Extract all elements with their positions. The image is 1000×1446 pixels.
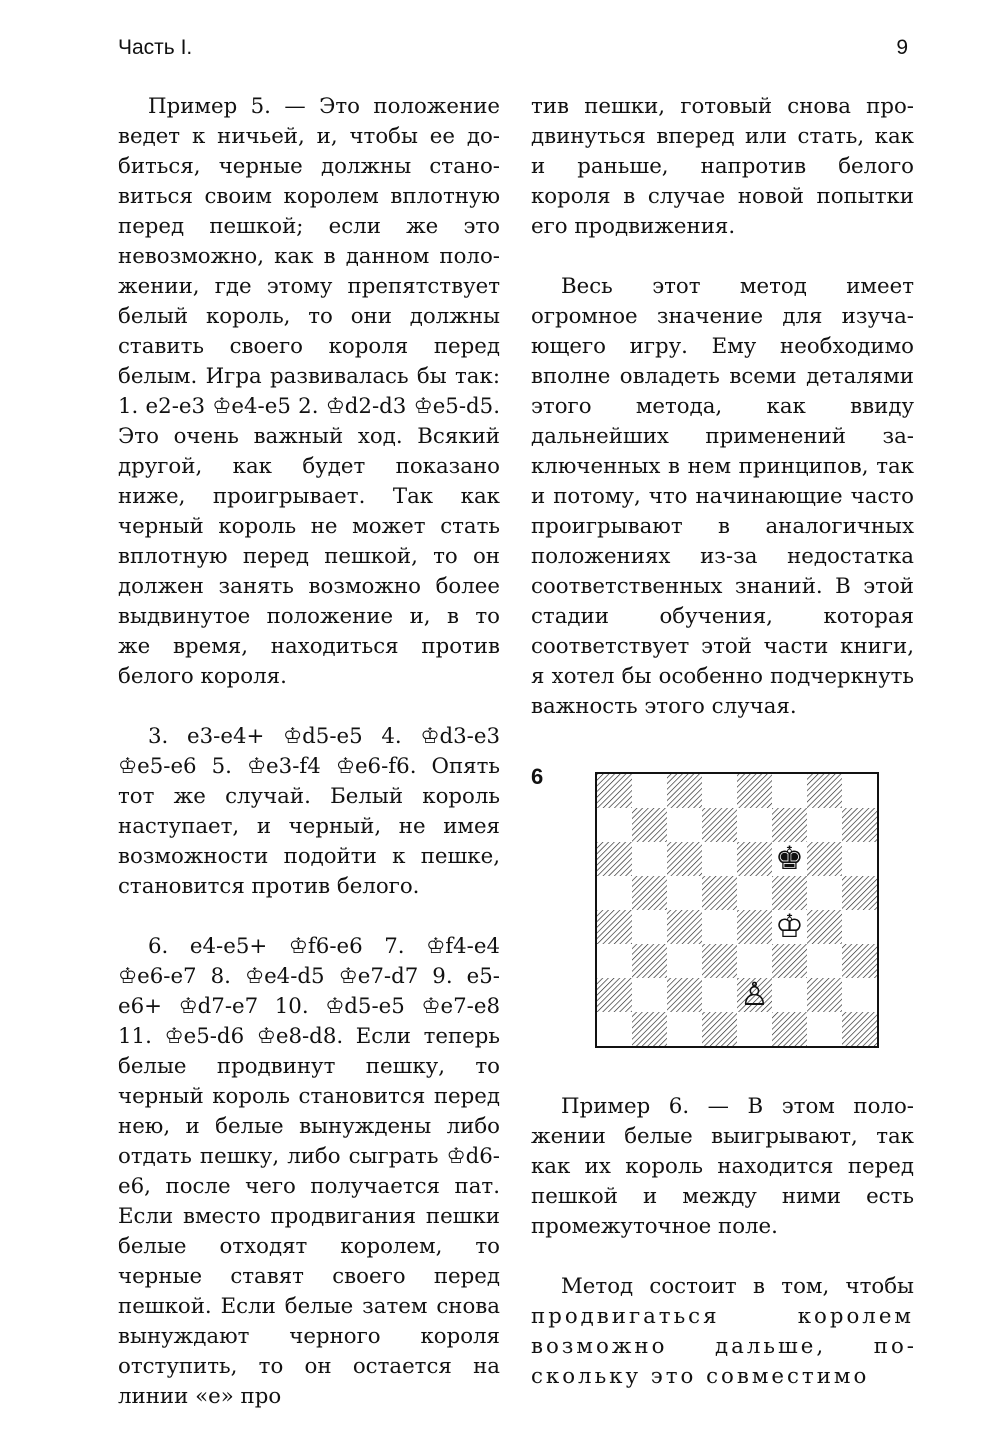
board-square — [632, 944, 667, 978]
board-square — [807, 842, 842, 876]
white-pawn-piece: ♙ — [740, 975, 769, 1014]
board-square — [807, 944, 842, 978]
board-square — [597, 876, 632, 910]
board-square — [807, 876, 842, 910]
board-square — [597, 910, 632, 944]
board-square — [842, 774, 877, 808]
board-square — [632, 876, 667, 910]
board-square — [737, 1012, 772, 1046]
board-square — [737, 808, 772, 842]
board-square — [702, 876, 737, 910]
paragraph-moves-6-11: 6. е4-е5+ ♔f6-е6 7. ♔f4-е4 ♔е6-е7 8. ♔е4-d5 ♔е7-d7 9. е5-е6+ ♔d7-е7 10. ♔d5-е5 ♔е7-е8 11. ♔е5-d6 ♔е8-d8. Если теперь белые продвинут пешку, то черный король становится перед нею, и белые вынуждены либо отдать пешку, либо сыграть ♔d6-е6, после чего получается пат. Если вместо продвигания пешки белые отходят королем, то черные ставят своего перед пешкой. Если белые затем снова вынуждают черного короля отступить, то он остается на линии «е» про — [118, 934, 500, 1409]
board-square — [667, 774, 702, 808]
board-square — [667, 978, 702, 1012]
example-6-section — [531, 1092, 914, 1392]
board-square — [597, 842, 632, 876]
board-square — [632, 808, 667, 842]
page-header — [118, 36, 908, 66]
board-square — [702, 910, 737, 944]
board-square — [597, 978, 632, 1012]
board-square — [597, 944, 632, 978]
board-square — [702, 1012, 737, 1046]
board-square — [772, 774, 807, 808]
board-square — [842, 876, 877, 910]
board-square — [667, 808, 702, 842]
board-square — [702, 944, 737, 978]
board-square — [807, 978, 842, 1012]
board-square — [842, 910, 877, 944]
page-number: 9 — [896, 36, 908, 59]
board-square — [667, 876, 702, 910]
board-square — [842, 842, 877, 876]
board-square — [667, 1012, 702, 1046]
board-square — [807, 910, 842, 944]
board-square — [597, 1012, 632, 1046]
left-column — [118, 92, 500, 1412]
board-square — [772, 944, 807, 978]
board-square — [702, 842, 737, 876]
board-square — [597, 808, 632, 842]
paragraph-method — [531, 1272, 914, 1392]
paragraph-moves-3-5: 3. е3-е4+ ♔d5-е5 4. ♔d3-е3 ♔е5-е6 5. ♔е3-f4 ♔е6-f6. Опять тот же случай. Белый король наступает, и черный, не имея возможности подойти к пешке, становится против белого. — [118, 724, 500, 899]
paragraph-continuation: тив пешки, готовый снова продвинуться вперед или стать, как и раньше, напротив белого короля в случае новой попытки его продвижения. — [531, 94, 914, 239]
method-text-start: Метод состоит в том, чтобы — [561, 1274, 914, 1299]
board-square — [632, 1012, 667, 1046]
board-square — [842, 1012, 877, 1046]
board-square — [842, 978, 877, 1012]
board-square — [807, 774, 842, 808]
board-square — [737, 774, 772, 808]
part-title: Часть I. — [118, 36, 193, 59]
board-square — [807, 808, 842, 842]
board-square — [772, 876, 807, 910]
board-square — [632, 978, 667, 1012]
chess-diagram-block — [531, 762, 914, 1062]
board-square — [702, 808, 737, 842]
paragraph-example-5: Пример 5. — Это положение ведет к ничьей, и, чтобы ее добиться, черные должны становиться своим королем вплотную перед пешкой; если же это невозможно, как в данном положении, где этому препятствует белый король, то они должны ставить своего короля перед белым. Игра развивалась бы так: 1. е2-е3 ♔е4-е5 2. ♔d2-d3 ♔е5-d5. Это очень важный ход. Всякий другой, как будет показано ниже, проигрывает. Так как черный король не может стать вплотную перед пешкой, то он должен занять возможно более выдвинутое положение и, в то же время, находиться против белого короля. — [118, 94, 500, 689]
board-square — [807, 1012, 842, 1046]
board-square — [667, 944, 702, 978]
board-square — [632, 910, 667, 944]
board-square — [632, 842, 667, 876]
board-square — [842, 944, 877, 978]
board-square — [772, 1012, 807, 1046]
paragraph-method-importance: Весь этот метод имеет огромное значение для изучающего игру. Ему необходимо вполне овладеть всеми деталями этого метода, как ввиду дальнейших применений заключенных в нем принципов, так и потому, что начинающие часто проигрывают в аналогичных положениях из-за недостатка соответственных знаний. В этой стадии обучения, которая соответствует этой части книги, я хотел бы особенно подчеркнуть важность этого случая. — [531, 274, 914, 719]
diagram-number: 6 — [531, 764, 544, 789]
board-square — [772, 808, 807, 842]
board-square — [702, 774, 737, 808]
right-column — [531, 92, 914, 1392]
white-king-piece: ♔ — [775, 907, 804, 946]
board-square — [702, 978, 737, 1012]
chess-board — [595, 772, 879, 1048]
board-square — [667, 910, 702, 944]
black-king-piece: ♚ — [775, 839, 804, 878]
board-square — [737, 876, 772, 910]
board-square — [737, 910, 772, 944]
board-square — [667, 842, 702, 876]
board-square — [842, 808, 877, 842]
board-square — [737, 944, 772, 978]
board-square — [737, 842, 772, 876]
board-square — [772, 978, 807, 1012]
board-square — [632, 774, 667, 808]
method-text-spaced: продвигаться королем возможно дальше, поскольку это совместимо — [531, 1304, 914, 1389]
paragraph-example-6: Пример 6. — В этом положении белые выигрывают, так как их король находится перед пешкой и между ними есть промежуточное поле. — [531, 1094, 914, 1239]
board-square — [597, 774, 632, 808]
